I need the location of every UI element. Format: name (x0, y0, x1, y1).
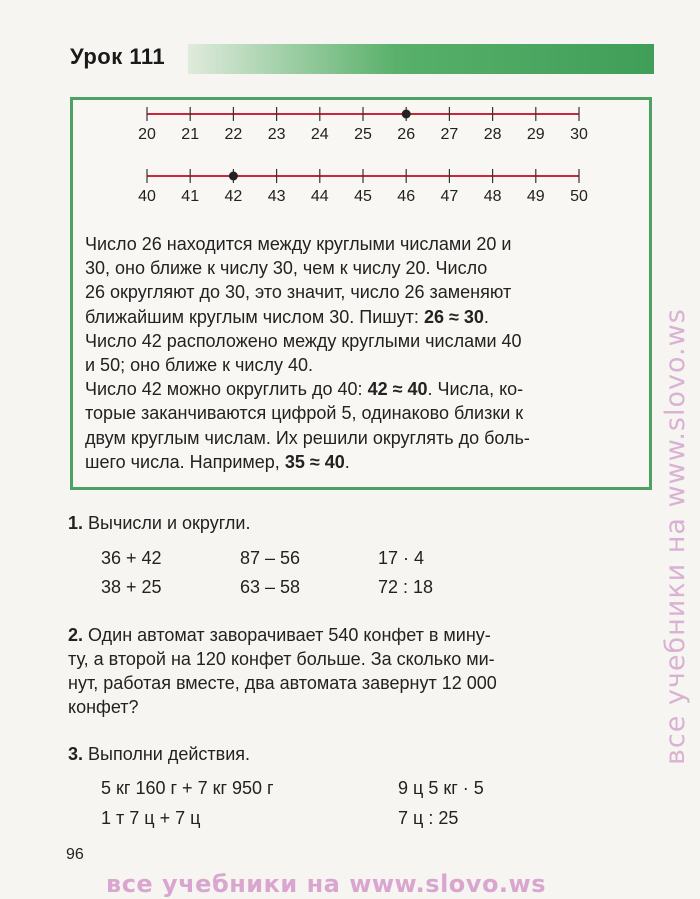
expression: 1 т 7 ц + 7 ц (101, 808, 201, 828)
task-line: нут, работая вместе, два автомата завернут 12 000 (68, 673, 497, 693)
theory-box (70, 97, 652, 490)
theory-line: 26 округляют до 30, это значит, число 26 заменяют (85, 282, 512, 303)
task-3-heading (68, 742, 250, 766)
expression: 72 : 18 (378, 577, 434, 597)
number-line-point (402, 110, 411, 119)
number-line-tick-label: 42 (224, 188, 243, 205)
number-line-tick-label: 27 (440, 126, 459, 143)
task-number: 2. (68, 625, 84, 645)
task-1-heading (68, 511, 250, 535)
bold-example-35-40: 35 ≈ 40 (284, 451, 345, 472)
number-line-tick-label: 20 (138, 126, 156, 143)
watermark-side: все учебники на www.slovo.ws (660, 308, 691, 765)
lesson-header-bar (188, 44, 654, 74)
number-line-tick-label: 24 (310, 126, 329, 143)
expression: 38 + 25 (101, 577, 162, 597)
number-line-point (229, 172, 238, 181)
theory-line (85, 377, 645, 401)
number-line-tick-label: 49 (526, 188, 545, 205)
bold-example-26-30: 26 ≈ 30 (423, 306, 484, 327)
number-line-tick-label: 26 (397, 126, 416, 143)
number-line-tick-label: 48 (483, 188, 502, 205)
number-line-tick-label: 44 (310, 188, 329, 205)
number-line-tick-label: 47 (440, 188, 459, 205)
task-line: ту, а второй на 120 конфет больше. За сколько ми- (68, 649, 495, 669)
number-line-tick-label: 21 (181, 126, 200, 143)
number-line-tick-label: 30 (570, 126, 588, 143)
theory-line: Число 42 расположено между круглыми числами 40 (85, 330, 522, 351)
theory-line-part: . Числа, ко- (427, 379, 524, 400)
expression: 5 кг 160 г + 7 кг 950 г (101, 778, 274, 798)
number-line-tick-label: 22 (224, 126, 243, 143)
theory-line (85, 450, 645, 474)
theory-line: торые заканчиваются цифрой 5, одинаково близки к (85, 403, 524, 424)
lesson-title: Урок 111 (70, 44, 166, 69)
number-line-20-30 (73, 102, 655, 142)
number-line-tick-label: 43 (267, 188, 286, 205)
theory-line-part: шего числа. Например, (85, 451, 285, 472)
theory-text (85, 232, 645, 474)
number-line-40-50 (73, 164, 655, 204)
number-line-tick-label: 40 (138, 188, 156, 205)
number-line-tick-label: 28 (483, 126, 502, 143)
number-line-tick-label: 23 (267, 126, 286, 143)
theory-line-part: Число 42 можно округлить до 40: (85, 379, 368, 400)
task-text: Один автомат заворачивает 540 конфет в мину- (88, 625, 491, 645)
task-line (68, 623, 650, 647)
expression: 7 ц : 25 (398, 808, 459, 828)
number-line-tick-label: 25 (354, 126, 372, 143)
expression: 36 + 42 (101, 548, 162, 568)
task-2 (68, 623, 650, 719)
theory-line: Число 26 находится между круглыми числами 20 и (85, 234, 512, 254)
bold-example-42-40: 42 ≈ 40 (367, 379, 428, 400)
number-line-tick-label: 50 (570, 188, 588, 205)
lesson-header (70, 44, 654, 78)
task-number: 3. (68, 744, 84, 764)
expression: 9 ц 5 кг · 5 (398, 778, 484, 798)
number-line-tick-label: 29 (526, 126, 545, 143)
number-line-tick-label: 45 (354, 188, 372, 205)
theory-line-part: . (344, 451, 350, 472)
expression: 87 – 56 (240, 548, 301, 568)
theory-line-part: ближайшим круглым числом 30. Пишут: (85, 306, 424, 327)
watermark-bottom: все учебники на www.slovo.ws (106, 870, 546, 898)
page-number: 96 (66, 846, 84, 863)
task-line: конфет? (68, 697, 139, 717)
number-line-tick-label: 41 (181, 188, 200, 205)
theory-line: ближайшим круглым числом 30. Пишут: 26 ≈ 30. (85, 306, 489, 327)
number-line-tick-label: 46 (397, 188, 416, 205)
theory-line: 30, оно ближе к числу 30, чем к числу 20. Число (85, 258, 488, 279)
task-text: Вычисли и округли. (88, 513, 251, 533)
expression: 17 · 4 (378, 548, 425, 568)
expression: 63 – 58 (240, 577, 301, 597)
theory-line: и 50; оно ближе к числу 40. (85, 355, 313, 376)
task-number: 1. (68, 513, 84, 533)
theory-line: двум круглым числам. Их решили округлять до боль- (85, 427, 530, 448)
task-text: Выполни действия. (88, 744, 251, 764)
